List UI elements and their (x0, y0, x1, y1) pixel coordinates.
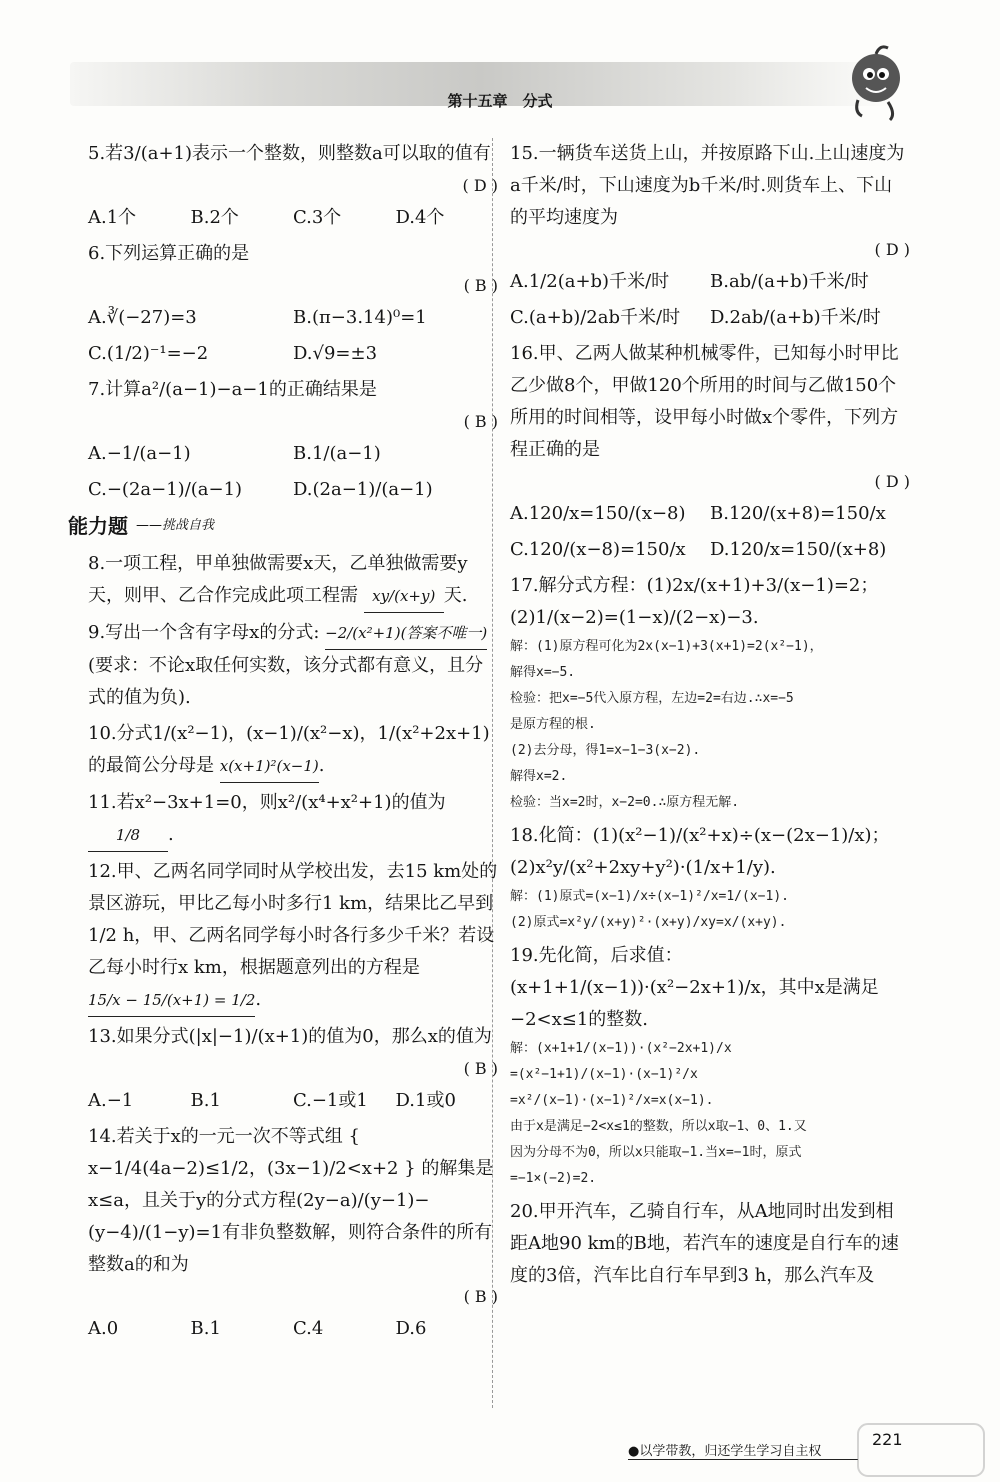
question (510, 940, 910, 1192)
option-item: A.1/2(a+b)千米/时 (510, 271, 670, 292)
solution-line: 由于x是满足−2<x≤1的整数，所以x取−1、0、1.又 (510, 1119, 807, 1134)
option-item: D.1或0 (395, 1090, 456, 1111)
mascot-icon (836, 40, 922, 126)
option-item: D.4个 (395, 207, 445, 228)
question-text: 5.若3/(a+1)表示一个整数，则整数a可以取的值有 (88, 143, 491, 164)
option-item: D.6 (395, 1318, 427, 1339)
solution-line: 检验：把x=−5代入原方程，左边=2=右边.∴x=−5 (510, 691, 794, 706)
fill-in-answer: −2/(x²+1)(答案不唯一) (325, 617, 487, 650)
question-text: 18.化简：(1)(x²−1)/(x²+x)÷(x−(2x−1)/x)；(2)x²y/(x²+2xy+y²)·(1/x+1/y). (510, 825, 890, 878)
question (88, 548, 498, 613)
question-tail: 天. (443, 585, 468, 606)
question (88, 718, 498, 783)
question (510, 138, 910, 334)
solution-line: 解：(1)原式=(x−1)/x÷(x−1)²/x=1/(x−1). (510, 889, 789, 904)
option-item: D.120/x=150/(x+8) (710, 539, 887, 560)
solution-line: =x²/(x−1)·(x−1)²/x=x(x−1). (510, 1093, 714, 1108)
question-tail: . (168, 824, 174, 845)
option-item: C.3个 (293, 207, 342, 228)
answer-choice: ( B ) (463, 412, 498, 431)
question (88, 856, 498, 1017)
solution-block (510, 884, 910, 936)
option-item: D.2ab/(a+b)千米/时 (710, 307, 881, 328)
question (510, 570, 910, 816)
fill-in-answer: x(x+1)²(x−1) (220, 750, 319, 783)
option-item: A.120/x=150/(x−8) (510, 503, 686, 524)
option-item: B.120/(x+8)=150/x (710, 503, 886, 524)
question-text: 10.分式1/(x²−1)，(x−1)/(x²−x)，1/(x²+2x+1)的最简公分母是 (88, 723, 490, 776)
option-item: B.1/(a−1) (293, 443, 381, 464)
option-list (88, 202, 498, 234)
solution-line: 因为分母不为0，所以x只能取−1.当x=−1时，原式 (510, 1145, 802, 1160)
option-item: A.1个 (88, 207, 137, 228)
option-item: C.(1/2)⁻¹=−2 (88, 343, 209, 364)
footer-motto: ●以学带教，归还学生学习自主权 (628, 1440, 858, 1460)
question-text: 17.解分式方程：(1)2x/(x+1)+3/(x−1)=2；(2)1/(x−2)=(1−x)/(2−x)−3. (510, 575, 879, 628)
solution-block (510, 1036, 910, 1192)
solution-line: =(x²−1+1)/(x−1)·(x−1)²/x (510, 1067, 698, 1082)
option-item: A.−1 (88, 1090, 134, 1111)
question-text: 15.一辆货车送货上山，并按原路下山.上山速度为a千米/时，下山速度为b千米/时.则货车上、下山的平均速度为 (510, 143, 905, 228)
section-subtitle: ——挑战自我 (136, 518, 215, 533)
question-text: 19.先化简，后求值：(x+1+1/(x−1))·(x²−2x+1)/x，其中x是满足−2<x≤1的整数. (510, 945, 879, 1030)
answer-choice: ( D ) (462, 176, 498, 195)
question (88, 617, 498, 714)
watermark-logo (856, 1420, 986, 1480)
option-item: C.120/(x−8)=150/x (510, 539, 686, 560)
page-number: 221 (872, 1430, 903, 1449)
option-item: A.0 (88, 1318, 119, 1339)
question-tail: . (318, 755, 325, 776)
fill-in-answer: xy/(x+y) (364, 580, 444, 613)
question-text: 8.一项工程，甲单独做需要x天，乙单独做需要y天，则甲、乙合作完成此项工程需 (88, 553, 468, 606)
option-list (510, 266, 910, 334)
question-text: 13.如果分式(|x|−1)/(x+1)的值为0，那么x的值为 (88, 1026, 492, 1047)
option-item: C.4 (293, 1318, 324, 1339)
option-item: B.2个 (190, 207, 239, 228)
left-column (68, 138, 498, 1349)
question-text: 14.若关于x的一元一次不等式组 { x−1/4(4a−2)≤1/2，(3x−1)/2<x+2 } 的解集是x≤a，且关于y的分式方程(2y−a)/(y−1)−(y−4)/(1−y)=1有非负整数解，则符合条件的所有整数a的和为 (88, 1126, 494, 1275)
question-text: 6.下列运算正确的是 (88, 243, 250, 264)
option-list (88, 302, 498, 370)
option-list (88, 438, 498, 506)
question (88, 787, 498, 852)
question-text: 16.甲、乙两人做某种机械零件，已知每小时甲比乙少做8个，甲做120个所用的时间与乙做150个所用的时间相等，设甲每小时做x个零件，下列方程正确的是 (510, 343, 899, 460)
solution-line: 解得x=2. (510, 769, 568, 784)
section-heading (68, 510, 498, 542)
solution-line: 解：(x+1+1/(x−1))·(x²−2x+1)/x (510, 1041, 732, 1056)
question (88, 1121, 498, 1345)
chapter-title: 第十五章 分式 (447, 92, 553, 110)
option-item: A.∛(−27)=3 (88, 307, 197, 328)
answer-choice: ( B ) (463, 1287, 498, 1306)
question (88, 374, 498, 506)
question-text: 20.甲开汽车，乙骑自行车，从A地同时出发到相距A地90 km的B地，若汽车的速度是自行车的速度的3倍，汽车比自行车早到3 h，那么汽车及 (510, 1201, 899, 1286)
fill-in-answer: 15/x − 15/(x+1) = 1/2 (88, 984, 255, 1017)
solution-line: (2)原式=x²y/(x+y)²·(x+y)/xy=x/(x+y). (510, 915, 787, 930)
option-item: C.(a+b)/2ab千米/时 (510, 307, 681, 328)
question-text: 7.计算a²/(a−1)−a−1的正确结果是 (88, 379, 377, 400)
question-text: 12.甲、乙两名同学同时从学校出发，去15 km处的景区游玩，甲比乙每小时多行1 km，结果比乙早到1/2 h，甲、乙两名同学每小时各行多少千米？若设乙每小时行x km，根据题意列出的方程是 (88, 861, 498, 978)
option-item: B.1 (190, 1318, 221, 1339)
question (88, 138, 498, 234)
answer-choice: ( B ) (463, 276, 498, 295)
option-item: D.(2a−1)/(a−1) (293, 479, 433, 500)
question (510, 820, 910, 936)
solution-line: =−1×(−2)=2. (510, 1171, 597, 1186)
solution-line: 解得x=−5. (510, 665, 576, 680)
question (510, 338, 910, 566)
option-item: C.−1或1 (293, 1090, 368, 1111)
solution-block (510, 634, 910, 816)
section-title-text: 能力题 (68, 514, 128, 538)
question-tail: . (255, 989, 262, 1010)
solution-line: 是原方程的根. (510, 717, 596, 732)
answer-choice: ( D ) (874, 240, 910, 259)
option-list (510, 498, 910, 566)
solution-line: (2)去分母，得1=x−1−3(x−2). (510, 743, 701, 758)
question (88, 238, 498, 370)
solution-line: 解：(1)原方程可化为2x(x−1)+3(x+1)=2(x²−1)， (510, 639, 823, 654)
right-column (510, 138, 910, 1296)
question-text: 9.写出一个含有字母x的分式: (88, 622, 320, 643)
option-item: B.(π−3.14)⁰=1 (293, 307, 427, 328)
answer-choice: ( B ) (463, 1059, 498, 1078)
answer-choice: ( D ) (874, 472, 910, 491)
option-item: A.−1/(a−1) (88, 443, 191, 464)
solution-line: 检验：当x=2时，x−2=0.∴原方程无解. (510, 795, 740, 810)
option-item: C.−(2a−1)/(a−1) (88, 479, 243, 500)
option-list (88, 1313, 498, 1345)
fill-in-answer: 1/8 (88, 819, 168, 852)
question-text: 11.若x²−3x+1=0，则x²/(x⁴+x²+1)的值为 (88, 792, 446, 813)
question (510, 1196, 910, 1292)
question (88, 1021, 498, 1117)
option-item: B.ab/(a+b)千米/时 (710, 271, 869, 292)
option-list (88, 1085, 498, 1117)
question-tail: (要求：不论x取任何实数，该分式都有意义，且分式的值为负). (88, 655, 484, 708)
option-item: B.1 (190, 1090, 221, 1111)
option-item: D.√9=±3 (293, 343, 378, 364)
